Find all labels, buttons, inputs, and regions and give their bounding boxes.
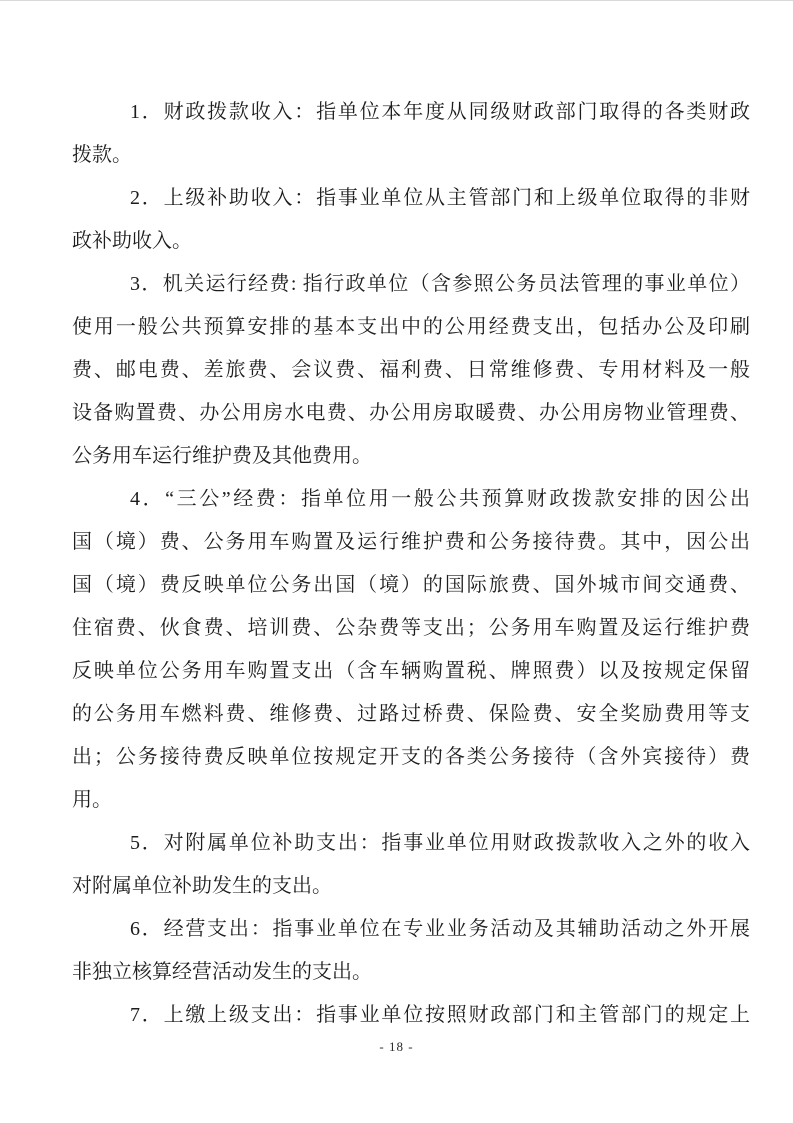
text-line: 6．经营支出：指事业单位在专业业务活动及其辅助活动之外开展 — [130, 918, 750, 940]
text-line: 政补助收入。 — [72, 230, 192, 252]
text-line: 4．“三公”经费：指单位用一般公共预算财政拨款安排的因公出 — [130, 488, 750, 510]
text-line: 费、邮电费、差旅费、会议费、福利费、日常维修费、专用材料及一般 — [72, 359, 750, 381]
text-line: 的公务用车燃料费、维修费、过路过桥费、保险费、安全奖励费用等支 — [72, 703, 750, 725]
paragraph-6 — [72, 908, 750, 994]
text-line: 1．财政拨款收入：指单位本年度从同级财政部门取得的各类财政 — [130, 101, 750, 123]
text-line: 3．机关运行经费: 指行政单位（含参照公务员法管理的事业单位） — [130, 273, 750, 295]
text-line: 5．对附属单位补助支出：指事业单位用财政拨款收入之外的收入 — [130, 832, 750, 854]
text-line: 对附属单位补助发生的支出。 — [72, 875, 332, 897]
document-body — [72, 91, 750, 1037]
text-line: 用。 — [72, 789, 112, 811]
text-line: 非独立核算经营活动发生的支出。 — [72, 961, 372, 983]
text-line: 住宿费、伙食费、培训费、公杂费等支出；公务用车购置及运行维护费 — [72, 617, 750, 639]
text-line: 设备购置费、办公用房水电费、办公用房取暖费、办公用房物业管理费、 — [72, 402, 750, 424]
text-line: 国（境）费反映单位公务出国（境）的国际旅费、国外城市间交通费、 — [72, 574, 750, 596]
paragraph-1 — [72, 91, 750, 177]
text-line: 出；公务接待费反映单位按规定开支的各类公务接待（含外宾接待）费 — [72, 746, 750, 768]
text-line: 反映单位公务用车购置支出（含车辆购置税、牌照费）以及按规定保留 — [72, 660, 750, 682]
paragraph-2 — [72, 177, 750, 263]
page-number: - 18 - — [379, 1039, 414, 1054]
text-line: 公务用车运行维护费及其他费用。 — [72, 445, 372, 467]
text-line: 2．上级补助收入：指事业单位从主管部门和上级单位取得的非财 — [130, 187, 750, 209]
text-line: 7．上缴上级支出：指事业单位按照财政部门和主管部门的规定上 — [130, 1004, 750, 1026]
paragraph-3 — [72, 263, 750, 478]
paragraph-4 — [72, 478, 750, 822]
text-line: 使用一般公共预算安排的基本支出中的公用经费支出，包括办公及印刷 — [72, 316, 750, 338]
text-line: 国（境）费、公务用车购置及运行维护费和公务接待费。其中，因公出 — [72, 531, 750, 553]
text-line: 拨款。 — [72, 144, 132, 166]
paragraph-5 — [72, 822, 750, 908]
paragraph-7 — [72, 994, 750, 1037]
